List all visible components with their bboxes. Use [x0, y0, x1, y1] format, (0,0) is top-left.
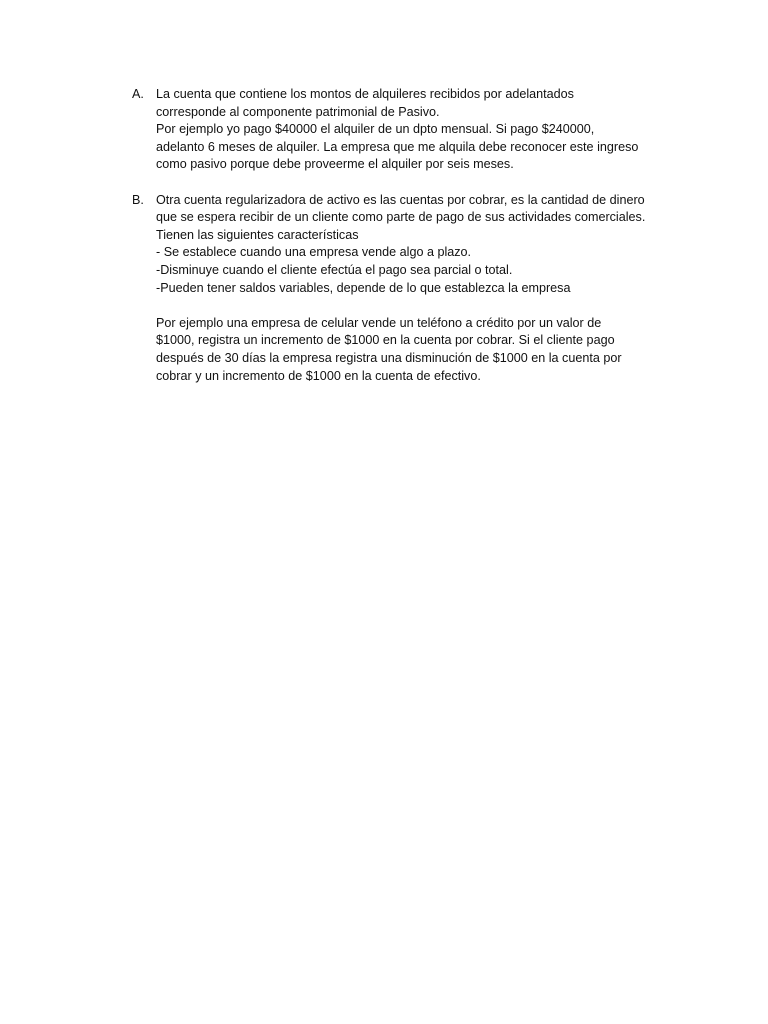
bullet-line: -Disminuye cuando el cliente efectúa el pago sea parcial o total. — [156, 262, 513, 277]
list-item-a-text — [156, 86, 672, 174]
list-marker-b: B. — [132, 192, 144, 207]
paragraph-spacer — [156, 297, 672, 315]
document-body — [132, 86, 672, 385]
text-line: como pasivo porque debe proveerme el alquiler por seis meses. — [156, 157, 514, 172]
text-line: que se espera recibir de un cliente como parte de pago de sus actividades comerciales. — [156, 210, 646, 225]
example-line: después de 30 días la empresa registra una disminución de $1000 en la cuenta por — [156, 350, 622, 365]
text-line: Otra cuenta regularizadora de activo es las cuentas por cobrar, es la cantidad de dinero — [156, 192, 645, 207]
text-line: corresponde al componente patrimonial de Pasivo. — [156, 104, 440, 119]
bullet-line: - Se establece cuando una empresa vende algo a plazo. — [156, 245, 472, 260]
bullet-line: -Pueden tener saldos variables, depende de lo que establezca la empresa — [156, 280, 571, 295]
list-marker-a: A. — [132, 87, 144, 101]
example-line: Por ejemplo una empresa de celular vende un teléfono a crédito por un valor de — [156, 315, 602, 330]
example-line: $1000, registra un incremento de $1000 en la cuenta por cobrar. Si el cliente pago — [156, 333, 615, 348]
list-item-a — [132, 86, 672, 174]
text-line: Tienen las siguientes características — [156, 227, 359, 242]
text-line: La cuenta que contiene los montos de alquileres recibidos por adelantados — [156, 87, 574, 101]
item-spacer — [132, 174, 672, 192]
list-item-b — [132, 192, 672, 386]
list-item-b-text — [156, 192, 672, 386]
text-line: Por ejemplo yo pago $40000 el alquiler de un dpto mensual. Si pago $240000, — [156, 122, 595, 137]
text-line: adelanto 6 meses de alquiler. La empresa que me alquila debe reconocer este ingreso — [156, 139, 639, 154]
example-line: cobrar y un incremento de $1000 en la cuenta de efectivo. — [156, 368, 481, 383]
